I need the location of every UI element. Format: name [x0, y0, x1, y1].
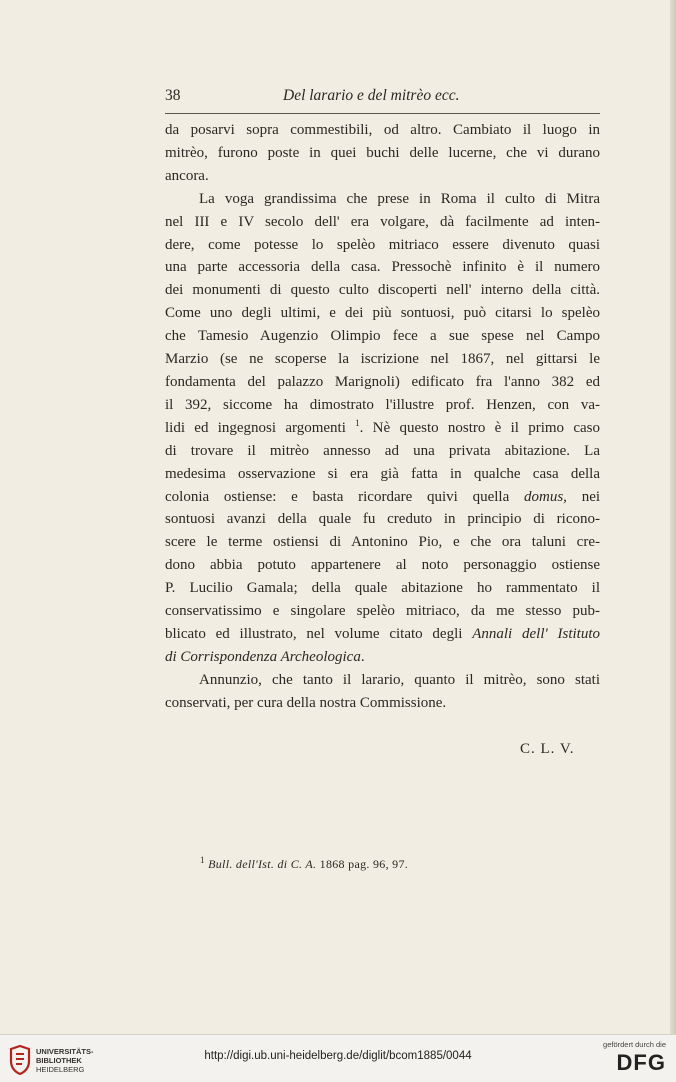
text-line: mitrèo, furono poste in quei buchi delle lucerne, che vi durano — [165, 144, 600, 161]
main-text — [165, 119, 600, 715]
page-edge-shadow — [670, 0, 676, 1034]
text-line: fondamenta del palazzo Marignoli) edificato fra l'anno 382 ed — [165, 373, 600, 390]
footnote-text: 1868 pag. 96, 97. — [319, 857, 409, 871]
text-run: colonia ostiense: e basta ricordare quivi quella — [165, 488, 510, 505]
text-run: blicato ed illustrato, nel volume citato degli — [165, 625, 463, 642]
paragraph-1 — [165, 119, 600, 188]
text-line: dere, come potesse lo spelèo mitriaco essere divenuto quasi — [165, 236, 600, 253]
text-run: lidi ed ingegnosi argomenti — [165, 419, 346, 436]
text-line — [165, 623, 600, 646]
text-run: nei — [581, 488, 601, 505]
text-line: medesima osservazione si era già fatta in qualche casa della — [165, 465, 600, 482]
text-run: . — [360, 648, 365, 665]
header-rule — [165, 113, 600, 114]
running-title: Del larario e del mitrèo ecc. — [283, 87, 460, 104]
text-line: ancora. — [165, 167, 209, 184]
text-line: sontuosi avanzi della quale fu creduto in principio di ricono- — [165, 511, 600, 528]
library-name-line: BIBLIOTHEK — [36, 1056, 82, 1065]
footnote-mark: 1 — [200, 855, 205, 865]
text-line: da posarvi sopra commestibili, od altro. Cambiato il luogo in — [165, 122, 600, 138]
dfg-logo[interactable]: DFG — [616, 1050, 666, 1075]
paragraph-2 — [165, 188, 600, 669]
footnote-citation: Bull. dell'Ist. di C. A. — [208, 857, 317, 871]
sponsor-note: gefördert durch die — [603, 1040, 666, 1049]
text-line: una parte accessoria della casa. Pressochè infinito è il numero — [165, 259, 600, 276]
text-line: nel III e IV secolo dell' era volgare, dà facilmente ad inten- — [165, 213, 600, 230]
text-line: conservatissimo e singolare spelèo mitriaco, da me stesso pub- — [165, 603, 600, 620]
text-line: conservati, per cura della nostra Commissione. — [165, 694, 447, 711]
library-name-line: HEIDELBERG — [36, 1065, 85, 1074]
footnote-reference: 1 — [355, 417, 360, 428]
text-line: dono abbia potuto appartenere al noto personaggio ostiense — [165, 557, 600, 574]
italic-title: Annali dell' Istituto — [472, 625, 600, 642]
viewer-footer — [0, 1034, 676, 1082]
permalink[interactable]: http://digi.ub.uni-heidelberg.de/diglit/bcom1885/0044 — [204, 1050, 472, 1062]
text-line: il 392, siccome ha dimostrato l'illustre prof. Henzen, con va- — [165, 396, 600, 413]
text-line: dei monumenti di questo culto discoperti nell' interno della città. — [165, 282, 600, 299]
text-line: P. Lucilio Gamala; della quale abitazione ho rammentato il — [165, 580, 600, 597]
footnote — [200, 857, 408, 872]
text-line — [165, 486, 600, 509]
text-run: . Nè questo nostro è il primo caso — [359, 419, 600, 436]
page-number: 38 — [165, 87, 181, 104]
author-signature: C. L. V. — [520, 741, 575, 757]
text-line: scere le terme ostiensi di Antonino Pio, e che ora taluni cre- — [165, 534, 600, 551]
italic-term: domus, — [524, 488, 567, 505]
text-line: che Tamesio Augenzio Olimpio fece a sue spese nel Campo — [165, 328, 600, 345]
text-line — [165, 646, 600, 669]
text-line: Marzio (se ne scoperse la iscrizione nel 1867, nel gittarsi le — [165, 351, 600, 368]
text-line — [165, 417, 600, 440]
italic-title: di Corrispondenza Archeologica — [165, 648, 361, 665]
paragraph-3 — [165, 669, 600, 715]
text-line: Annunzio, che tanto il larario, quanto il mitrèo, sono stati — [199, 671, 600, 688]
library-name-line: UNIVERSITÄTS- — [36, 1047, 94, 1056]
page-header — [165, 87, 600, 107]
text-line: Come uno degli ultimi, e dei più sontuosi, può citarsi lo spelèo — [165, 305, 600, 322]
text-line: La voga grandissima che prese in Roma il culto di Mitra — [199, 190, 600, 207]
text-line: di trovare il mitrèo annesso ad una privata abitazione. La — [165, 442, 600, 459]
